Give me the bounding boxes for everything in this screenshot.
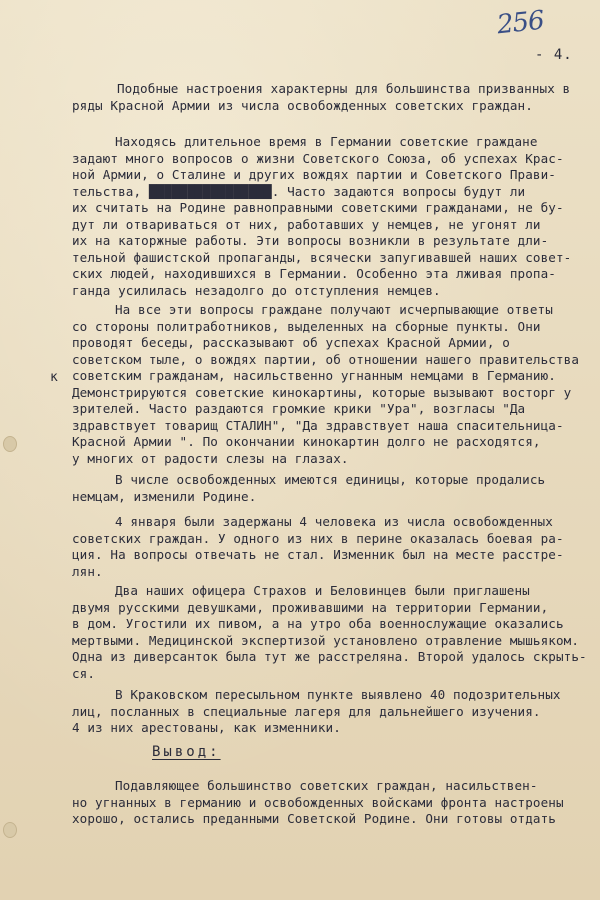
text-line: их считать на Родине равноправными советскими гражданами, не бу- — [72, 200, 564, 215]
text-line: Демонстрируются советские кинокартины, которые вызывают восторг у — [72, 385, 572, 400]
archive-page-number: 256 — [495, 5, 546, 41]
text-line: дут ли отвариваться от них, работавших у немцев, не угонят ли — [72, 217, 541, 232]
text-line: хорошо, остались преданными Советской Родине. Они готовы отдать — [72, 811, 556, 826]
text-line: в дом. Угостили их пивом, а на утро оба военнослужащие оказались — [72, 616, 564, 631]
text-line: В Краковском пересыльном пункте выявлено 40 подозрительных — [115, 687, 561, 702]
text-line: но угнанных в германию и освобожденных войсками фронта настроены — [72, 795, 564, 810]
punch-hole — [3, 436, 17, 452]
page-number: - 4. — [535, 47, 573, 63]
text-line: здравствует товарищ СТАЛИН", "Да здравствует наша спасительница- — [72, 418, 564, 433]
text-line: Подобные настроения характерны для большинства призванных в — [117, 81, 571, 96]
text-line: ских людей, находившихся в Германии. Особенно эта лживая пропа- — [72, 266, 556, 281]
text-line: советским гражданам, насильственно угнанным немцами в Германию. — [72, 368, 556, 383]
text-line: 4 из них арестованы, как изменники. — [72, 720, 341, 735]
text-line: тельной фашистской пропаганды, всячески запугивавшей наших совет- — [72, 250, 572, 265]
text-line: задают много вопросов о жизни Советского Союза, об успехах Крас- — [72, 151, 564, 166]
text-line: лян. — [72, 564, 103, 579]
text-line: 4 января были задержаны 4 человека из числа освобожденных — [115, 514, 553, 529]
margin-mark: к — [50, 370, 58, 385]
text-line: Два наших офицера Страхов и Беловинцев были приглашены — [115, 583, 530, 598]
text-line: мертвыми. Медицинской экспертизой установлено отравление мышьяком. — [72, 633, 580, 648]
text-line: Одна из диверсанток была тут же расстреляна. Второй удалось скрыть- — [72, 649, 587, 664]
text-line: со стороны политработников, выделенных на сборные пункты. Они — [72, 319, 541, 334]
text-line: В числе освобожденных имеются единицы, которые продались — [115, 472, 546, 487]
text-line: Находясь длительное время в Германии советские граждане — [115, 134, 538, 149]
text-line: ся. — [72, 666, 96, 681]
text-line: проводят беседы, рассказывают об успехах Красной Армии, о — [72, 335, 510, 350]
text-line: советских граждан. У одного из них в перине оказалась боевая ра- — [72, 531, 564, 546]
punch-hole — [3, 822, 17, 838]
text-line: двумя русскими девушками, проживавшими на территории Германии, — [72, 600, 549, 615]
text-line: ция. На вопросы отвечать не стал. Изменник был на месте расстре- — [72, 547, 564, 562]
text-line: их на каторжные работы. Эти вопросы возникли в результате дли- — [72, 233, 549, 248]
text-line: зрителей. Часто раздаются громкие крики "Ура", возгласы "Да — [72, 401, 526, 416]
text-line: На все эти вопросы граждане получают исчерпывающие ответы — [115, 302, 553, 317]
text-line: ганда усилилась незадолго до отступления немцев. — [72, 283, 441, 298]
text-line: Красной Армии ". По окончании кинокартин долго не расходятся, — [72, 434, 541, 449]
text-line: ной Армии, о Сталине и других вождях партии и Советского Прави- — [72, 167, 556, 182]
text-line: тельства, ████████████████. Часто задаются вопросы будут ли — [72, 184, 526, 199]
text-line: ряды Красной Армии из числа освобожденных советских граждан. — [72, 98, 533, 113]
section-heading: Вывод: — [152, 744, 221, 760]
text-line: советском тыле, о вождях партии, об отношении нашего правительства — [72, 352, 580, 367]
text-line: у многих от радости слезы на глазах. — [72, 451, 349, 466]
text-line: немцам, изменили Родине. — [72, 489, 257, 504]
text-line: лиц, посланных в специальные лагеря для дальнейшего изучения. — [72, 704, 541, 719]
text-line: Подавляющее большинство советских граждан, насильствен- — [115, 778, 538, 793]
